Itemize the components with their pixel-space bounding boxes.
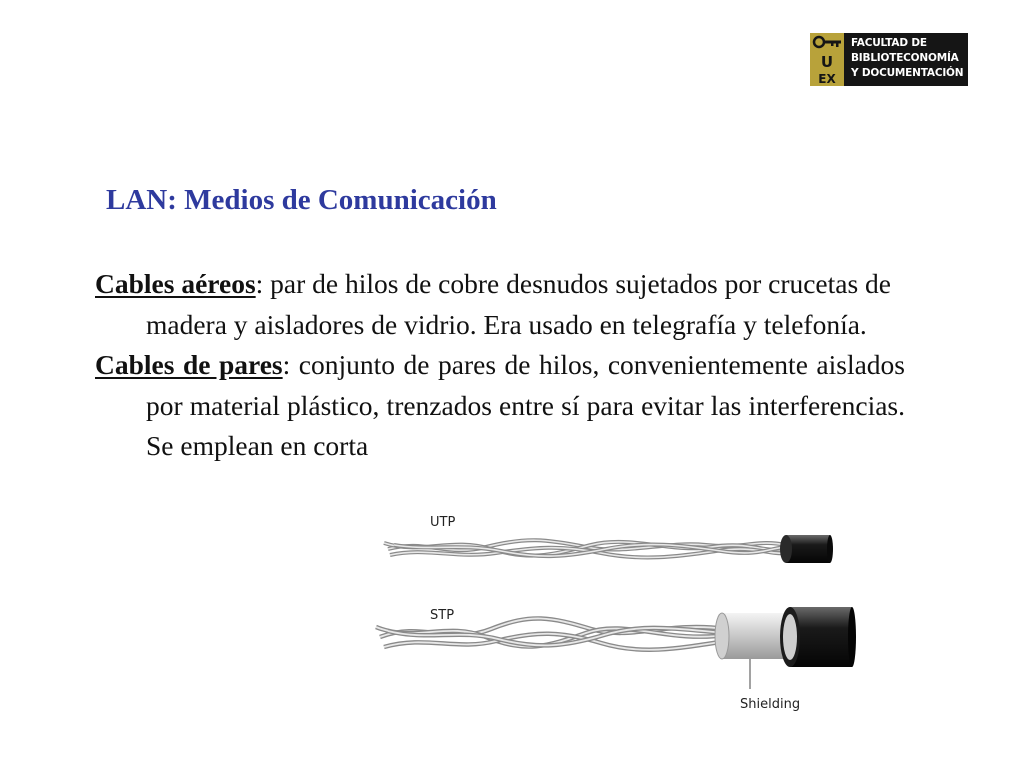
slide-title: LAN: Medios de Comunicación [106, 184, 497, 216]
university-emblem [810, 33, 846, 86]
paragraph-cables-de-pares [95, 345, 905, 467]
logo-line-3: Y DOCUMENTACIÓN [851, 67, 964, 79]
logo-line-1: FACULTAD DE [851, 37, 927, 49]
emblem-letters-ex: EX [818, 72, 836, 86]
stp-label: STP [430, 608, 455, 623]
paragraph-text: : par de hilos de cobre desnudos sujetados por crucetas de madera y aisladores de vidrio. Era usado en telegrafía y telefonía. [146, 268, 892, 340]
term-cables-aereos: Cables aéreos [95, 268, 256, 299]
key-emblem-icon [810, 33, 844, 86]
shielding-label: Shielding [740, 697, 801, 712]
emblem-letter-u: U [820, 53, 834, 71]
logo-text [846, 33, 968, 86]
utp-cable [384, 535, 833, 563]
utp-label: UTP [430, 515, 456, 530]
utp-stp-cable-illustration [366, 509, 866, 719]
slide-body [95, 264, 905, 467]
paragraph-cables-aereos [95, 264, 905, 345]
cable-figure [366, 509, 866, 719]
term-cables-de-pares: Cables de pares [95, 349, 283, 380]
paragraph-text: : conjunto de pares de hilos, convenientemente aislados por material plástico, trenzados entre sí para evitar las interferencias. Se emplean en corta [146, 349, 905, 461]
faculty-logo [810, 33, 968, 86]
logo-line-2: BIBLIOTECONOMÍA [851, 52, 959, 64]
